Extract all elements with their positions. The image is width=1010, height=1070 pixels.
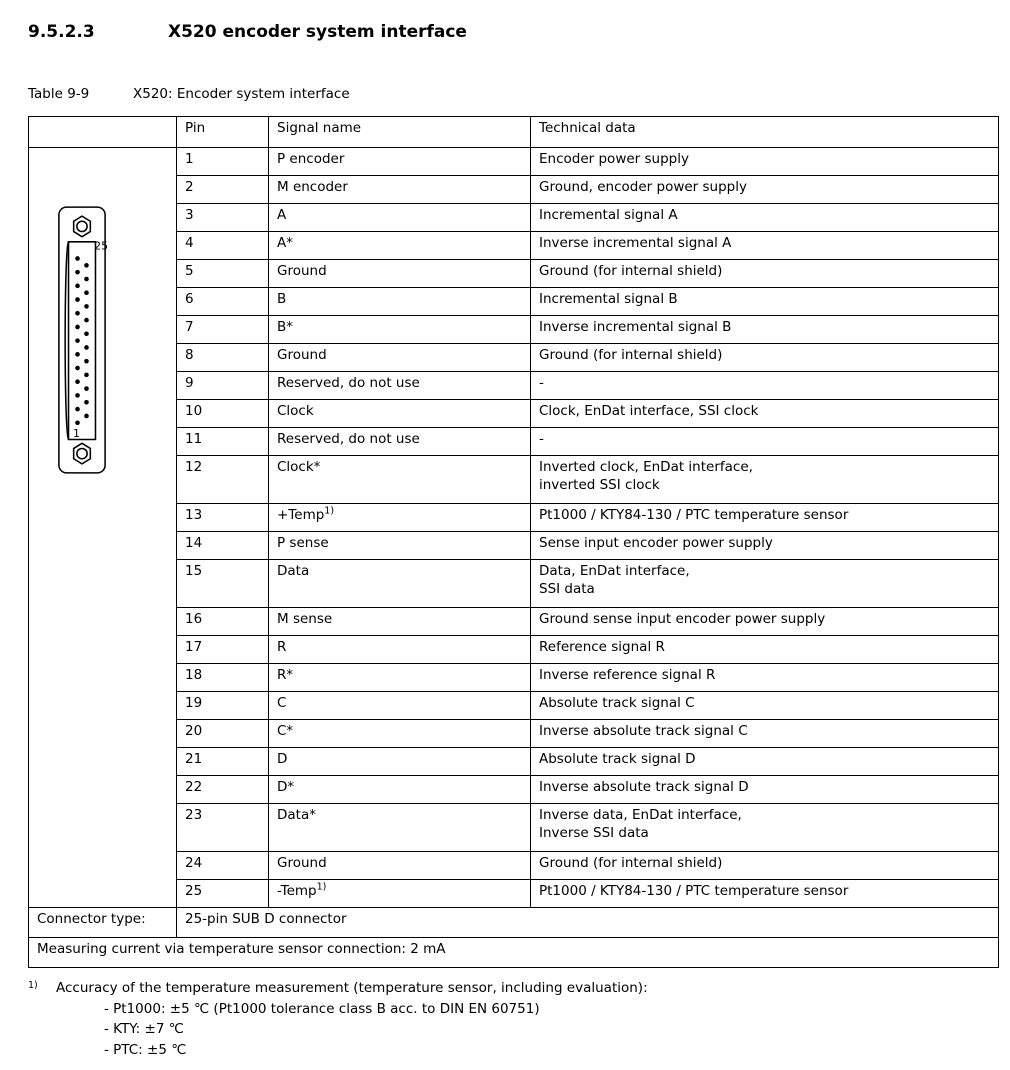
table-body (29, 148, 999, 968)
connector-top-pin-label: 25 (94, 239, 109, 253)
table-caption-label: Table 9-9 (28, 86, 90, 102)
header-technical-data: Technical data (531, 117, 999, 148)
cell-pin: 14 (177, 532, 269, 560)
footnote-line-1: Accuracy of the temperature measurement (temperature sensor, including evaluation): (56, 980, 648, 996)
cell-pin: 18 (177, 664, 269, 692)
cell-technical-data: Inverse absolute track signal C (531, 720, 999, 748)
cell-pin: 3 (177, 204, 269, 232)
cell-technical-data: Clock, EnDat interface, SSI clock (531, 400, 999, 428)
cell-pin: 8 (177, 344, 269, 372)
footnote-line-4: - PTC: ±5 ℃ (104, 1041, 187, 1058)
footnote-marker: 1) (28, 980, 38, 991)
cell-technical-data: Inverse absolute track signal D (531, 776, 999, 804)
connector-type-label: Connector type: (29, 908, 177, 938)
cell-signal-name: P encoder (269, 148, 531, 176)
table-caption-text: X520: Encoder system interface (133, 86, 350, 102)
measuring-current-row (29, 938, 999, 968)
cell-signal-name: Reserved, do not use (269, 428, 531, 456)
section-number: 9.5.2.3 (28, 22, 95, 42)
cell-pin: 19 (177, 692, 269, 720)
cell-pin: 16 (177, 608, 269, 636)
cell-signal-name: A* (269, 232, 531, 260)
cell-pin: 4 (177, 232, 269, 260)
cell-pin: 1 (177, 148, 269, 176)
connector-drawing-cell (29, 148, 177, 908)
connector-type-row (29, 908, 999, 938)
footnote-ref: 1) (316, 881, 327, 893)
cell-pin: 15 (177, 560, 269, 608)
connector-bottom-pin-label: 1 (73, 426, 80, 440)
cell-signal-name: Clock (269, 400, 531, 428)
cell-technical-data: Inverse reference signal R (531, 664, 999, 692)
cell-signal-name: Reserved, do not use (269, 372, 531, 400)
cell-signal-name: C (269, 692, 531, 720)
connector-type-value: 25-pin SUB D connector (177, 908, 999, 938)
cell-pin: 17 (177, 636, 269, 664)
cell-technical-data: Pt1000 / KTY84-130 / PTC temperature sensor (531, 880, 999, 908)
encoder-interface-table-wrapper (28, 116, 998, 968)
cell-signal-name: Ground (269, 344, 531, 372)
footnote-line-3: - KTY: ±7 ℃ (104, 1021, 184, 1038)
cell-signal-name: M sense (269, 608, 531, 636)
cell-technical-data: Inverse incremental signal B (531, 316, 999, 344)
cell-technical-data: - (531, 428, 999, 456)
cell-technical-data: - (531, 372, 999, 400)
cell-signal-name: Ground (269, 852, 531, 880)
cell-pin: 7 (177, 316, 269, 344)
sub-d-connector-drawing (40, 202, 124, 478)
cell-technical-data: Absolute track signal D (531, 748, 999, 776)
footnote-ref: 1) (324, 505, 335, 517)
cell-pin: 6 (177, 288, 269, 316)
cell-technical-data: Incremental signal B (531, 288, 999, 316)
section-title: X520 encoder system interface (168, 22, 467, 42)
cell-technical-data: Inverse incremental signal A (531, 232, 999, 260)
cell-technical-data: Sense input encoder power supply (531, 532, 999, 560)
cell-signal-name: M encoder (269, 176, 531, 204)
cell-signal-name: D (269, 748, 531, 776)
cell-technical-data: Reference signal R (531, 636, 999, 664)
header-signal-name: Signal name (269, 117, 531, 148)
cell-pin: 24 (177, 852, 269, 880)
cell-technical-data: Inverse data, EnDat interface, Inverse SSI data (531, 804, 999, 852)
cell-signal-name: B* (269, 316, 531, 344)
encoder-interface-table (28, 116, 999, 968)
cell-signal-name: C* (269, 720, 531, 748)
cell-pin: 2 (177, 176, 269, 204)
cell-pin: 22 (177, 776, 269, 804)
cell-signal-name: A (269, 204, 531, 232)
footnote-block (28, 978, 988, 1060)
cell-signal-name: Data (269, 560, 531, 608)
cell-technical-data: Data, EnDat interface, SSI data (531, 560, 999, 608)
cell-signal-name: Ground (269, 260, 531, 288)
header-connector (29, 117, 177, 148)
table-caption (28, 86, 978, 102)
cell-signal-name: B (269, 288, 531, 316)
cell-technical-data: Incremental signal A (531, 204, 999, 232)
cell-technical-data: Encoder power supply (531, 148, 999, 176)
measuring-current-text: Measuring current via temperature sensor connection: 2 mA (29, 938, 999, 968)
header-pin: Pin (177, 117, 269, 148)
cell-signal-name: D* (269, 776, 531, 804)
cell-technical-data: Ground (for internal shield) (531, 344, 999, 372)
table-row (29, 148, 999, 176)
cell-pin: 11 (177, 428, 269, 456)
cell-signal-name: Clock* (269, 456, 531, 504)
cell-pin: 9 (177, 372, 269, 400)
cell-pin: 5 (177, 260, 269, 288)
cell-technical-data: Ground (for internal shield) (531, 852, 999, 880)
cell-technical-data: Ground sense input encoder power supply (531, 608, 999, 636)
cell-pin: 12 (177, 456, 269, 504)
cell-signal-name: P sense (269, 532, 531, 560)
cell-technical-data: Pt1000 / KTY84-130 / PTC temperature sensor (531, 504, 999, 532)
cell-pin: 10 (177, 400, 269, 428)
cell-pin: 25 (177, 880, 269, 908)
cell-pin: 20 (177, 720, 269, 748)
cell-pin: 23 (177, 804, 269, 852)
cell-signal-name: Data* (269, 804, 531, 852)
cell-signal-name: R (269, 636, 531, 664)
cell-technical-data: Ground (for internal shield) (531, 260, 999, 288)
cell-technical-data: Ground, encoder power supply (531, 176, 999, 204)
cell-technical-data: Absolute track signal C (531, 692, 999, 720)
cell-technical-data: Inverted clock, EnDat interface, inverted SSI clock (531, 456, 999, 504)
cell-signal-name: +Temp$^{1)}$ (269, 504, 531, 532)
cell-pin: 21 (177, 748, 269, 776)
cell-signal-name: R* (269, 664, 531, 692)
section-heading (28, 22, 978, 42)
table-header-row (29, 117, 999, 148)
cell-signal-name: -Temp$^{1)}$ (269, 880, 531, 908)
cell-pin: 13 (177, 504, 269, 532)
footnote-line-2: - Pt1000: ±5 ℃ (Pt1000 tolerance class B acc. to DIN EN 60751) (104, 1000, 540, 1017)
